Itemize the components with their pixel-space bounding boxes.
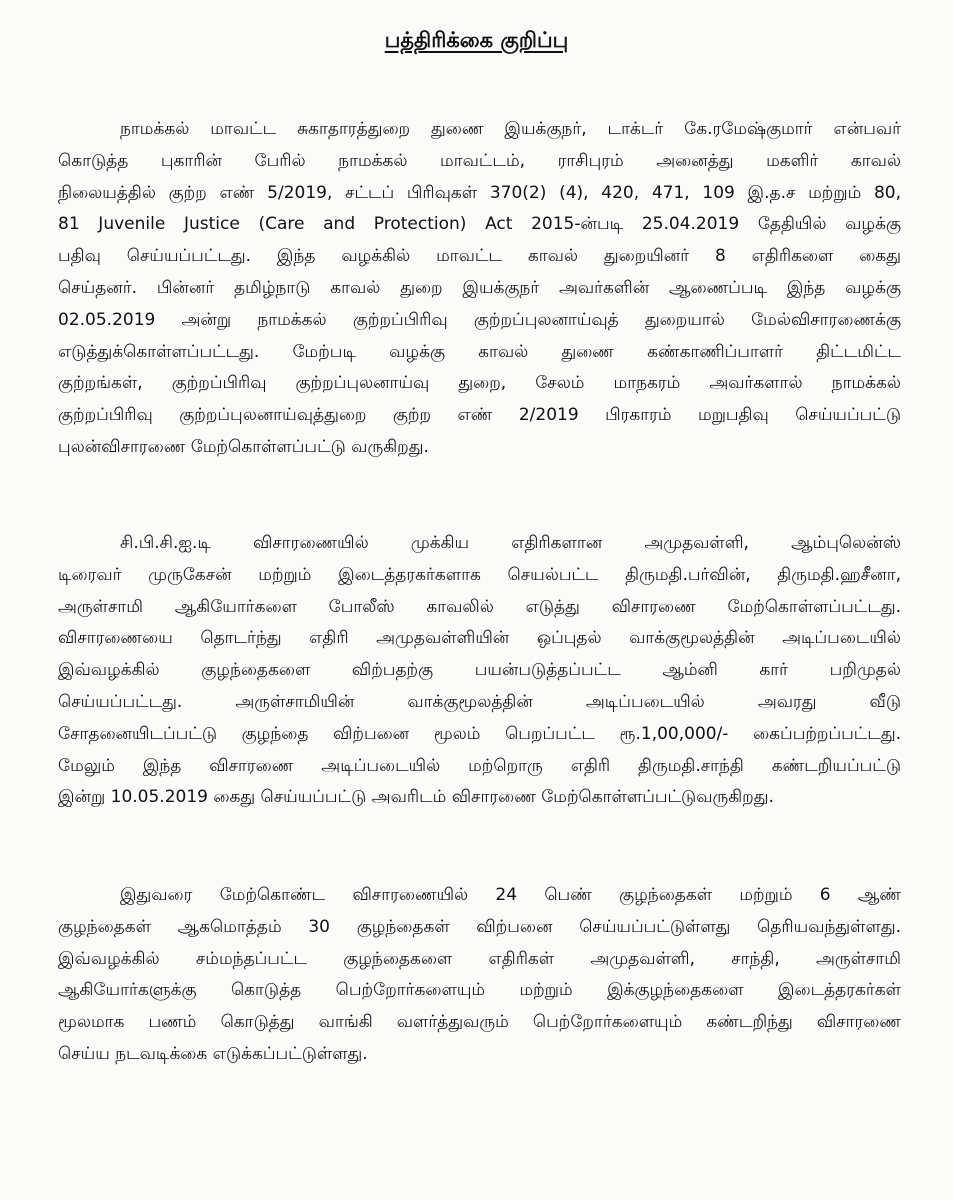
paragraph-line: குற்றப்பிரிவு குற்றப்புலனாய்வுத்துறை குற்ற எண் 2/2019 பிரகாரம் மறுபதிவு செய்யப்பட்டு (58, 405, 901, 426)
paragraph-line: இவ்வழக்கில் சம்மந்தப்பட்ட குழந்தைகளை எதிரிகள் அமுதவள்ளி, சாந்தி, அருள்சாமி (58, 948, 901, 969)
paragraph-line: பதிவு செய்யப்பட்டது. இந்த வழக்கில் மாவட்ட காவல் துறையினர் 8 எதிரிகளை கைது (58, 246, 901, 267)
paragraph-line: இன்று 10.05.2019 கைது செய்யப்பட்டு அவரிடம் விசாரணை மேற்கொள்ளப்பட்டுவருகிறது. (58, 787, 774, 808)
paragraph-line: குழந்தைகள் ஆகமொத்தம் 30 குழந்தைகள் விற்பனை செய்யப்பட்டுள்ளது தெரியவந்துள்ளது. (58, 916, 901, 937)
paragraph-line: செய்யப்பட்டது. அருள்சாமியின் வாக்குமூலத்தின் அடிப்படையில் அவரது வீடு (58, 691, 901, 712)
paragraph-line: சி.பி.சி.ஐ.டி விசாரணையில் முக்கிய எதிரிகளான அமுதவள்ளி, ஆம்புலென்ஸ் (120, 533, 901, 553)
paragraph-line: சோதனையிடப்பட்டு குழந்தை விற்பனை மூலம் பெறப்பட்ட ரூ.1,00,000/- கைப்பற்றப்பட்டது. (58, 723, 901, 744)
paragraph-line: நிலையத்தில் குற்ற எண் 5/2019, சட்டப் பிரிவுகள் 370(2) (4), 420, 471, 109 இ.த.ச மற்றும் 80, (58, 182, 901, 203)
paragraph-line: மேலும் இந்த விசாரணை அடிப்படையில் மற்றொரு எதிரி திருமதி.சாந்தி கண்டறியப்பட்டு (58, 755, 901, 776)
paragraph-line: 81 Juvenile Justice (Care and Protection) Act 2015-ன்படி 25.04.2019 தேதியில் வழக்கு (58, 214, 901, 235)
paragraph-line: புலன்விசாரணை மேற்கொள்ளப்பட்டு வருகிறது. (58, 436, 429, 457)
paragraph-1 (58, 114, 901, 464)
paragraph-line: இவ்வழக்கில் குழந்தைகளை விற்பதற்கு பயன்படுத்தப்பட்ட ஆம்னி கார் பறிமுதல் (58, 660, 901, 681)
paragraph-line: இதுவரை மேற்கொண்ட விசாரணையில் 24 பெண் குழந்தைகள் மற்றும் 6 ஆண் (120, 885, 901, 905)
paragraph-2 (58, 528, 901, 814)
paragraph-line: குற்றங்கள், குற்றப்பிரிவு குற்றப்புலனாய்வு துறை, சேலம் மாநகரம் அவர்களால் நாமக்கல் (58, 373, 901, 394)
paragraph-line: ஆகியோர்களுக்கு கொடுத்த பெற்றோர்களையும் மற்றும் இக்குழந்தைகளை இடைத்தரகர்கள் (58, 980, 901, 1001)
paragraph-3 (58, 880, 901, 1071)
paragraph-line: கொடுத்த புகாரின் பேரில் நாமக்கல் மாவட்டம், ராசிபுரம் அனைத்து மகளிர் காவல் (58, 150, 901, 171)
paragraph-line: நாமக்கல் மாவட்ட சுகாதாரத்துறை துணை இயக்குநர், டாக்டர் கே.ரமேஷ்குமார் என்பவர் (120, 119, 901, 139)
paragraph-line: செய்ய நடவடிக்கை எடுக்கப்பட்டுள்ளது. (58, 1043, 368, 1064)
paragraph-line: மூலமாக பணம் கொடுத்து வாங்கி வளர்த்துவரும் பெற்றோர்களையும் கண்டறிந்து விசாரணை (58, 1012, 901, 1033)
document-title-text: பத்திரிக்கை குறிப்பு (384, 28, 569, 52)
paragraph-line: விசாரணையை தொடர்ந்து எதிரி அமுதவள்ளியின் ஒப்புதல் வாக்குமூலத்தின் அடிப்படையில் (58, 628, 901, 649)
paragraph-line: செய்தனர். பின்னர் தமிழ்நாடு காவல் துறை இயக்குநர் அவர்களின் ஆணைப்படி இந்த வழக்கு (58, 277, 901, 298)
paragraph-line: எடுத்துக்கொள்ளப்பட்டது. மேற்படி வழக்கு காவல் துணை கண்காணிப்பாளர் திட்டமிட்ட (58, 341, 901, 362)
paragraph-line: அருள்சாமி ஆகியோர்களை போலீஸ் காவலில் எடுத்து விசாரணை மேற்கொள்ளப்பட்டது. (58, 596, 901, 617)
paragraph-line: டிரைவர் முருகேசன் மற்றும் இடைத்தரகர்களாக செயல்பட்ட திருமதி.பர்வின், திருமதி.ஹசீனா, (58, 564, 901, 585)
document-title (0, 28, 953, 55)
paragraph-line: 02.05.2019 அன்று நாமக்கல் குற்றப்பிரிவு குற்றப்புலனாய்வுத் துறையால் மேல்விசாரணைக்கு (58, 309, 901, 330)
